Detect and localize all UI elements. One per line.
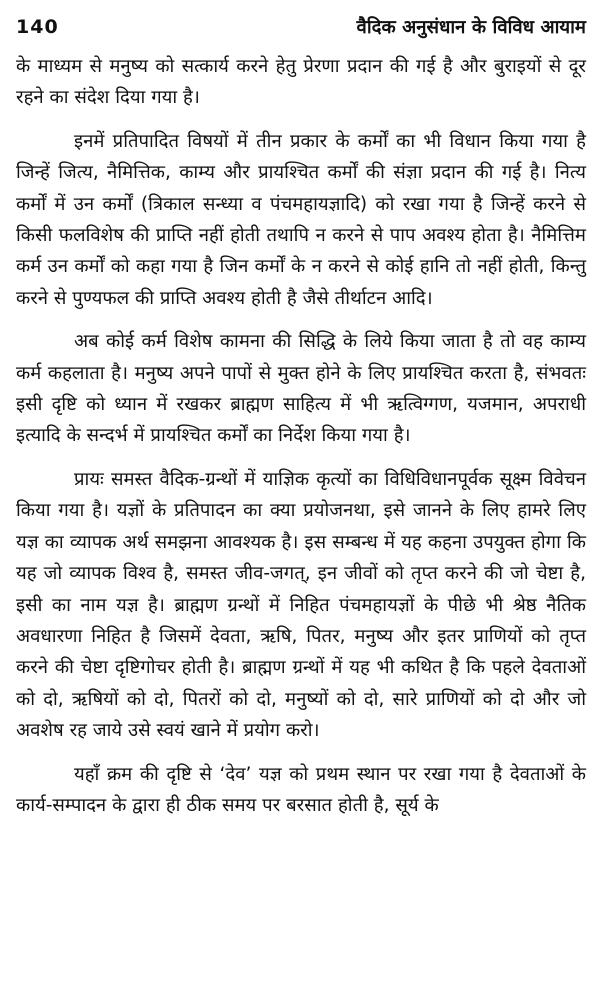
page-number: 140 <box>16 16 59 38</box>
paragraph-karma-types: इनमें प्रतिपादित विषयों में तीन प्रकार के कर्मों का भी विधान किया गया है जिन्हें जित्य, नैमित्तिक, काम्य और प्रायश्चित कर्मों की संज्ञा प्रदान की गई है। नित्य कर्मों में उन कर्मों (त्रिकाल सन्ध्या व पंचमहायज्ञादि) को रखा गया है जिन्हें करने से किसी फलविशेष की प्राप्ति नहीं होती तथापि न करने से पाप अवश्य होता है। नैमित्तिम कर्म उन कर्मों को कहा गया है जिन कर्मों के न करने से कोई हानि तो नहीं होती, किन्तु करने से पुण्यफल की प्राप्ति अवश्य होती है जैसे तीर्थाटन आदि। <box>16 130 586 309</box>
paragraph-kamya-karma: अब कोई कर्म विशेष कामना की सिद्धि के लिये किया जाता है तो वह काम्य कर्म कहलाता है। मनुष्य अपने पापों से मुक्त होने के लिए प्रायश्चित करता है, संभवतः इसी दृष्टि को ध्यान में रखकर ब्राह्मण साहित्य में भी ऋत्विग्गण, यजमान, अपराधी इत्यादि के सन्दर्भ में प्रायश्चित कर्मों का निर्देश किया गया है। <box>16 331 586 447</box>
paragraph-deva-yajna: यहाँ क्रम की दृष्टि से ‘देव’ यज्ञ को प्रथम स्थान पर रखा गया है देवताओं के कार्य-सम्पादन के द्वारा ही ठीक समय पर बरसात होती है, सूर्य के <box>16 763 586 816</box>
paragraph-continued: के माध्यम से मनुष्य को सत्कार्य करने हेतु प्रेरणा प्रदान की गई है और बुराइयों से दूर रहने का संदेश दिया गया है। <box>16 56 586 109</box>
running-title: वैदिक अनुसंधान के विविध आयाम <box>356 17 586 38</box>
paragraph-yajna-meaning: प्रायः समस्त वैदिक-ग्रन्थों में याज्ञिक कृत्यों का विधिविधानपूर्वक सूक्ष्म विवेचन किया गया है। यज्ञों के प्रतिपादन का क्या प्रयोजनथा, इसे जानने के लिए हामरे लिए यज्ञ का व्यापक अर्थ समझना आवश्यक है। इस सम्बन्ध में यह कहना उपयुक्त होगा कि यह जो व्यापक विश्व है, समस्त जीव-जगत्, इन जीवों को तृप्त करने की जो चेष्टा है, इसी का नाम यज्ञ है। ब्राह्मण ग्रन्थों में निहित पंचमहायज्ञों के पीछे भी श्रेष्ठ नैतिक अवधारणा निहित है जिसमें देवता, ऋषि, पितर, मनुष्य और इतर प्राणियों को तृप्त करने की चेष्टा दृष्टिगोचर होती है। ब्राह्मण ग्रन्थों में यह भी कथित है कि पहले देवताओं को दो, ऋषियों को दो, पितरों को दो, मनुष्यों को दो, सारे प्राणियों को दो और जो अवशेष रह जाये उसे स्वयं खाने में प्रयोग करो। <box>16 468 586 742</box>
page-header <box>16 14 586 48</box>
